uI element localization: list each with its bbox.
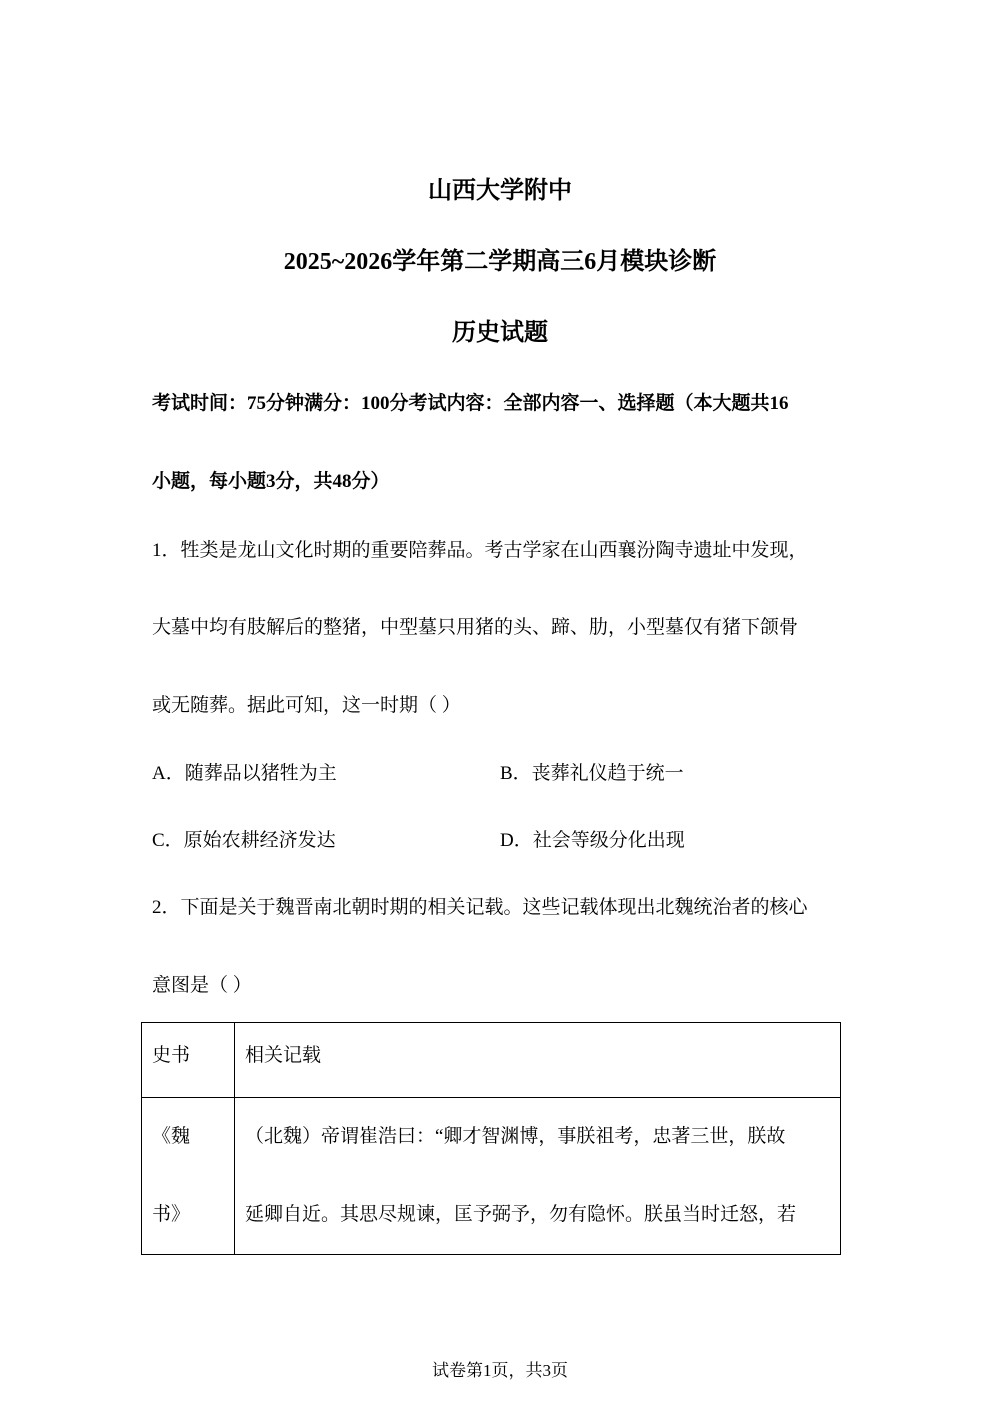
question-1-option-a[interactable]: A．随葬品以猪牲为主: [152, 763, 337, 784]
book-name-line-2: 书》: [152, 1204, 191, 1225]
question-1-stem-line-3: 或无随葬。据此可知，这一时期（ ）: [152, 695, 461, 716]
table-row: [142, 1098, 841, 1255]
page-footer: 试卷第1页，共3页: [432, 1361, 568, 1380]
table-header-book: 史书: [142, 1023, 235, 1098]
question-1-option-b[interactable]: B．丧葬礼仪趋于统一: [500, 763, 684, 784]
school-name: 山西大学附中: [428, 178, 572, 204]
question-1-stem-line-2: 大墓中均有肢解后的整猪，中型墓只用猪的头、蹄、肋，小型墓仅有猪下颌骨: [152, 617, 799, 638]
table-header-record: 相关记载: [235, 1023, 841, 1098]
exam-info-line-1: 考试时间：75分钟满分：100分考试内容：全部内容一、选择题（本大题共16: [152, 393, 789, 414]
record-line-2: 延卿自近。其思尽规谏，匡予弼予，勿有隐怀。朕虽当时迁怒，若: [245, 1204, 797, 1225]
question-2-stem-line-1: 2．下面是关于魏晋南北朝时期的相关记载。这些记载体现出北魏统治者的核心: [152, 897, 808, 918]
subject-title: 历史试题: [452, 320, 548, 346]
question-1-option-d[interactable]: D．社会等级分化出现: [500, 830, 685, 851]
historical-records-table: [141, 1022, 841, 1255]
table-header-row: [142, 1023, 841, 1098]
record-line-1: （北魏）帝谓崔浩曰：“卿才智渊博，事朕祖考，忠著三世，朕故: [245, 1126, 786, 1147]
exam-title: 2025~2026学年第二学期高三6月模块诊断: [283, 249, 717, 275]
table-cell-record: [235, 1098, 841, 1255]
book-name-line-1: 《魏: [152, 1126, 191, 1147]
question-1-option-c[interactable]: C．原始农耕经济发达: [152, 830, 336, 851]
question-2-stem-line-2: 意图是（ ）: [152, 975, 252, 996]
exam-info-line-2: 小题，每小题3分，共48分）: [152, 471, 390, 492]
question-1-stem-line-1: 1．牲类是龙山文化时期的重要陪葬品。考古学家在山西襄汾陶寺遗址中发现，: [152, 540, 808, 561]
table-cell-book: [142, 1098, 235, 1255]
